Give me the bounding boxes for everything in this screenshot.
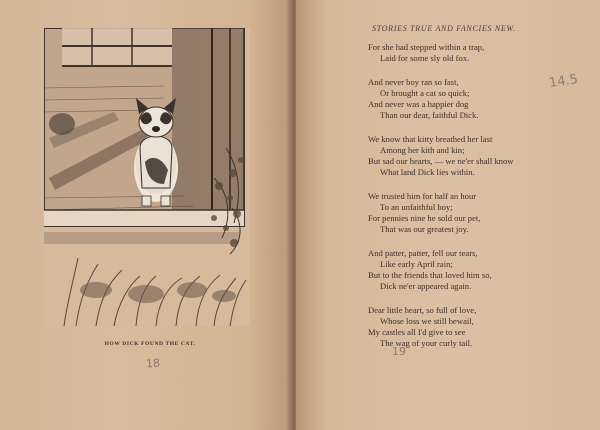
- poem-line: To an unfaithful boy;: [380, 202, 453, 213]
- poem-line: Dick ne'er appeared again.: [380, 280, 472, 291]
- stanza: [368, 134, 568, 177]
- poem-line: Than our dear, faithful Dick.: [380, 109, 479, 120]
- poem-line: Among her kith and kin;: [380, 145, 465, 156]
- poem: [368, 42, 568, 362]
- poem-line: For pennies nine he sold our pet,: [368, 212, 481, 223]
- poem-line: And never was a happier dog: [368, 98, 469, 109]
- poem-line: But to the friends that loved him so,: [368, 269, 492, 280]
- poem-line: Or brought a cat so quick;: [380, 88, 470, 99]
- poem-line: My castles all I'd give to see: [368, 326, 466, 337]
- left-page: [0, 0, 292, 430]
- poem-line: Whose loss we still bewail,: [380, 316, 474, 327]
- poem-line: Dear little heart, so full of love,: [368, 305, 477, 316]
- stanza: [368, 77, 568, 120]
- stanza: [368, 42, 568, 64]
- pencil-page-number-right: 19: [392, 345, 406, 358]
- poem-line: Like early April rain;: [380, 259, 453, 270]
- poem-line: That was our greatest joy.: [380, 223, 469, 234]
- pencil-page-number-left: 18: [145, 356, 161, 371]
- poem-line: What land Dick lies within.: [380, 166, 475, 177]
- poem-line: And never boy ran so fast,: [368, 77, 459, 88]
- poem-line: And patter, patter, fell our tears,: [368, 248, 478, 259]
- poem-line: But sad our hearts, — we ne'er shall know: [368, 155, 514, 166]
- poem-line: The wag of your curly tail.: [380, 337, 473, 348]
- running-head: STORIES TRUE AND FANCIES NEW.: [372, 24, 516, 33]
- poem-line: We trusted him for half an hour: [368, 191, 477, 202]
- stanza: [368, 305, 568, 348]
- pencil-margin-note: 14.5: [548, 72, 579, 91]
- dog-illustration: [44, 28, 250, 326]
- stanza: [368, 191, 568, 234]
- stanza: [368, 248, 568, 291]
- poem-line: For she had stepped within a trap,: [368, 42, 485, 52]
- poem-line: Laid for some sly old fox.: [380, 52, 470, 63]
- illustration-caption: HOW DICK FOUND THE CAT.: [104, 341, 196, 347]
- poem-line: We know that kitty breathed her last: [368, 134, 493, 145]
